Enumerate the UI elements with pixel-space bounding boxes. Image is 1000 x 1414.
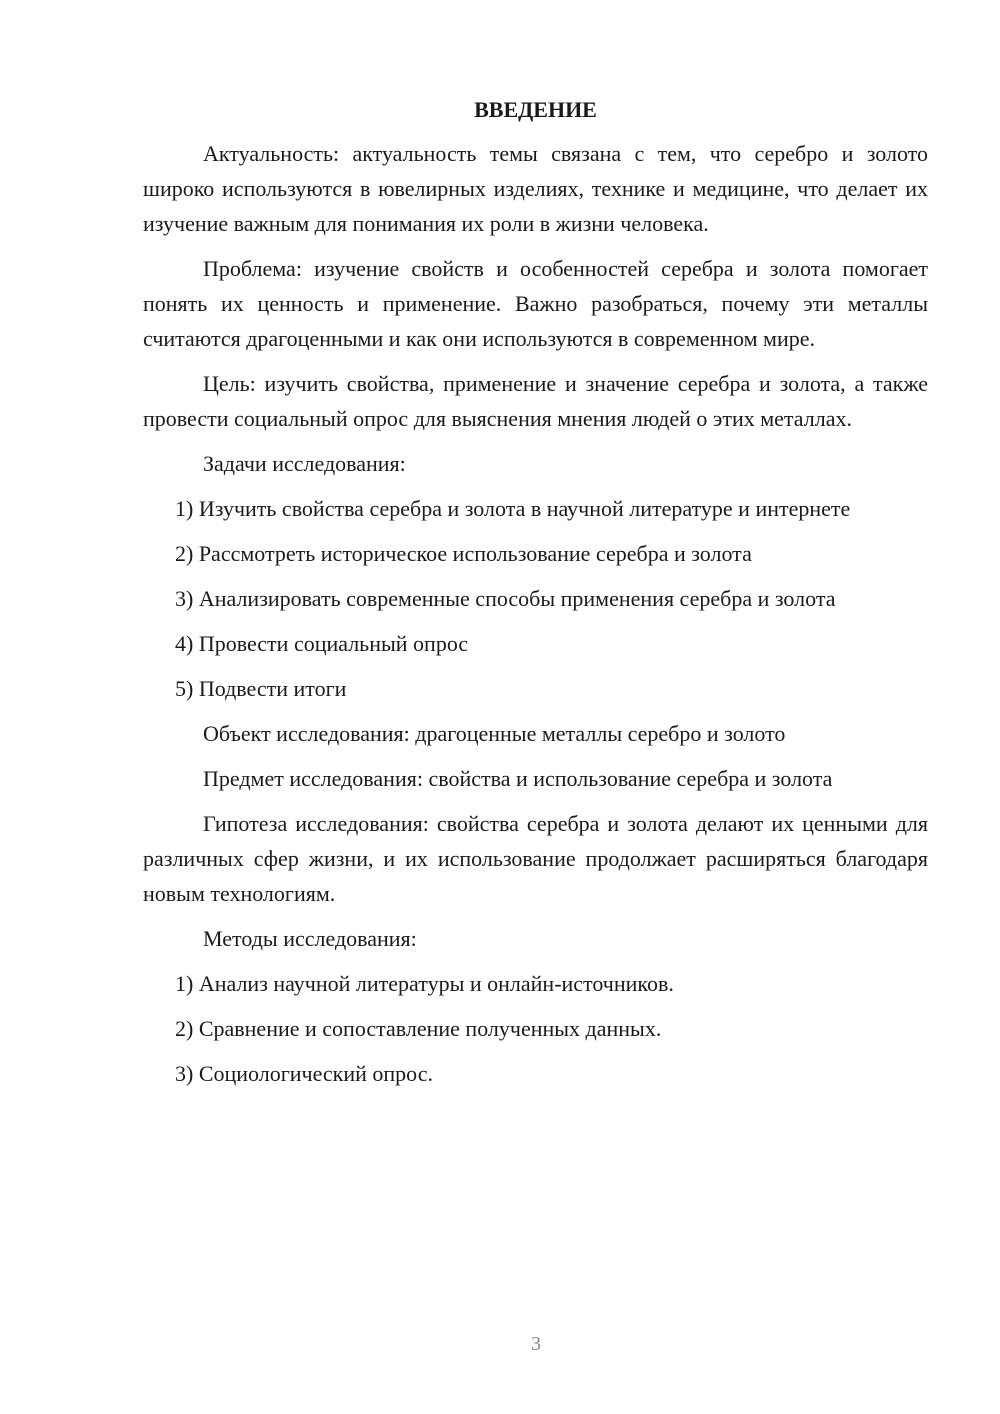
method-item: 2) Сравнение и сопоставление полученных данных. — [175, 1016, 662, 1041]
task-item: 5) Подвести итоги — [175, 676, 347, 701]
problem-paragraph: Проблема: изучение свойств и особенностей серебра и золота помогает понять их ценность и применение. Важно разобраться, почему эти металлы считаются драгоценными и как они используются в современном мире. — [143, 256, 928, 351]
relevance-paragraph: Актуальность: актуальность темы связана с тем, что серебро и золото широко используются в ювелирных изделиях, технике и медицине, что делает их изучение важным для понимания их роли в жизни человека. — [143, 141, 928, 236]
task-item: 3) Анализировать современные способы применения серебра и золота — [175, 586, 836, 611]
research-hypothesis: Гипотеза исследования: свойства серебра и золота делают их ценными для различных сфер жизни, и их использование продолжает расширяться благодаря новым технологиям. — [143, 811, 928, 906]
research-object: Объект исследования: драгоценные металлы серебро и золото — [203, 721, 786, 746]
page-content — [143, 96, 928, 1101]
task-item: 2) Рассмотреть историческое использование серебра и золота — [175, 541, 752, 566]
task-item: 4) Провести социальный опрос — [175, 631, 469, 656]
methods-heading: Методы исследования: — [203, 926, 417, 951]
page-number: 3 — [531, 1333, 541, 1355]
research-subject: Предмет исследования: свойства и использование серебра и золота — [203, 766, 833, 791]
method-item: 3) Социологический опрос. — [175, 1061, 433, 1086]
tasks-heading: Задачи исследования: — [203, 451, 406, 476]
goal-paragraph: Цель: изучить свойства, применение и значение серебра и золота, а также провести социальный опрос для выяснения мнения людей о этих металлах. — [143, 371, 928, 431]
page-title: ВВЕДЕНИЕ — [474, 97, 597, 122]
task-item: 1) Изучить свойства серебра и золота в научной литературе и интернете — [175, 496, 851, 521]
method-item: 1) Анализ научной литературы и онлайн-источников. — [175, 971, 674, 996]
